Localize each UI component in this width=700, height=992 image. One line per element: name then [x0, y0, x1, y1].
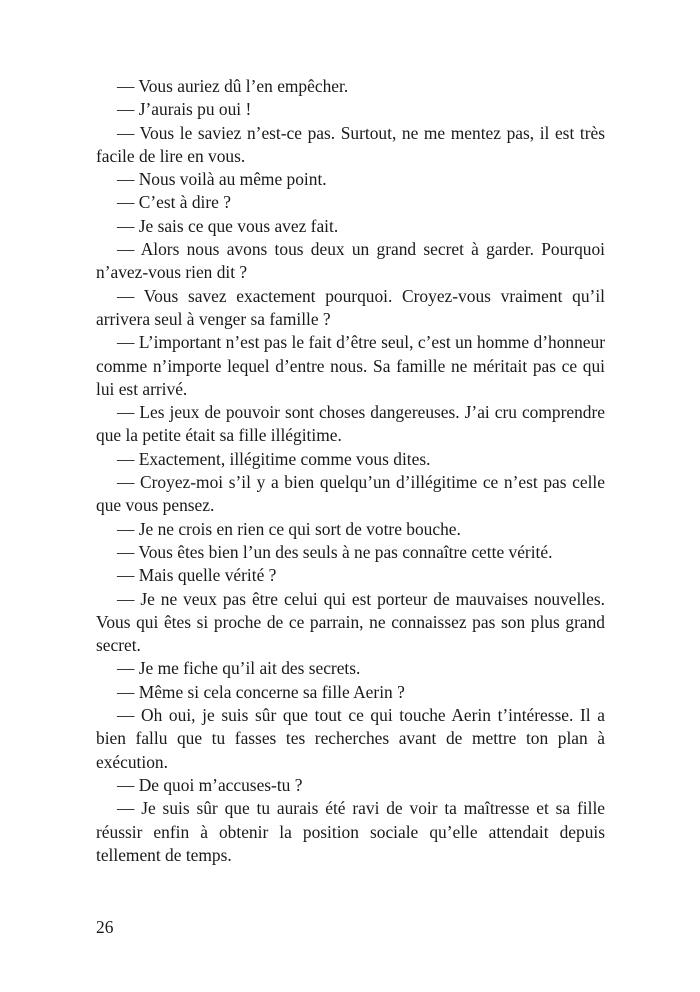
- paragraph: — Je me fiche qu’il ait des secrets.: [117, 658, 361, 679]
- paragraph: — Je ne crois en rien ce qui sort de votre bouche.: [117, 518, 461, 539]
- paragraph: — Vous le saviez n’est-ce pas. Surtout, ne me mentez pas, il est très facile de lire en vous.: [96, 122, 605, 166]
- page-number: 26: [96, 917, 114, 937]
- paragraph: — Croyez-moi s’il y a bien quelqu’un d’illégitime ce n’est pas celle que vous pensez.: [96, 472, 605, 516]
- paragraph: — L’important n’est pas le fait d’être seul, c’est un homme d’honneur comme n’importe lequel d’entre nous. Sa famille ne méritait pas ce qui lui est arrivé.: [96, 332, 605, 399]
- paragraph: — C’est à dire ?: [117, 192, 231, 213]
- paragraph: — Nous voilà au même point.: [117, 169, 327, 190]
- paragraph: — Je sais ce que vous avez fait.: [117, 215, 339, 236]
- body-text: [96, 75, 605, 867]
- paragraph: — Je suis sûr que tu aurais été ravi de voir ta maîtresse et sa fille réussir enfin à obtenir la position sociale qu’elle attendait depuis tellement de temps.: [96, 798, 605, 865]
- paragraph: — Je ne veux pas être celui qui est porteur de mauvaises nouvelles. Vous qui êtes si proche de ce parrain, ne connaissez pas son plus grand secret.: [96, 588, 605, 656]
- paragraph: — Les jeux de pouvoir sont choses dangereuses. J’ai cru comprendre que la petite était sa fille illégitime.: [96, 402, 605, 446]
- paragraph: — Vous auriez dû l’en empêcher.: [117, 76, 349, 96]
- paragraph: — De quoi m’accuses-tu ?: [117, 774, 303, 795]
- paragraph: — Vous savez exactement pourquoi. Croyez-vous vraiment qu’il arrivera seul à venger sa famille ?: [96, 285, 605, 329]
- paragraph: — J’aurais pu oui !: [117, 99, 252, 120]
- paragraph: — Alors nous avons tous deux un grand secret à garder. Pourquoi n’avez-vous rien dit ?: [96, 239, 605, 283]
- paragraph: — Mais quelle vérité ?: [117, 565, 277, 586]
- paragraph: — Exactement, illégitime comme vous dites.: [117, 448, 431, 469]
- paragraph: — Vous êtes bien l’un des seuls à ne pas connaître cette vérité.: [117, 541, 553, 562]
- paragraph: — Même si cela concerne sa fille Aerin ?: [117, 681, 405, 702]
- paragraph: — Oh oui, je suis sûr que tout ce qui touche Aerin t’intéresse. Il a bien fallu que tu fasses tes recherches avant de mettre ton plan à exécution.: [96, 705, 605, 772]
